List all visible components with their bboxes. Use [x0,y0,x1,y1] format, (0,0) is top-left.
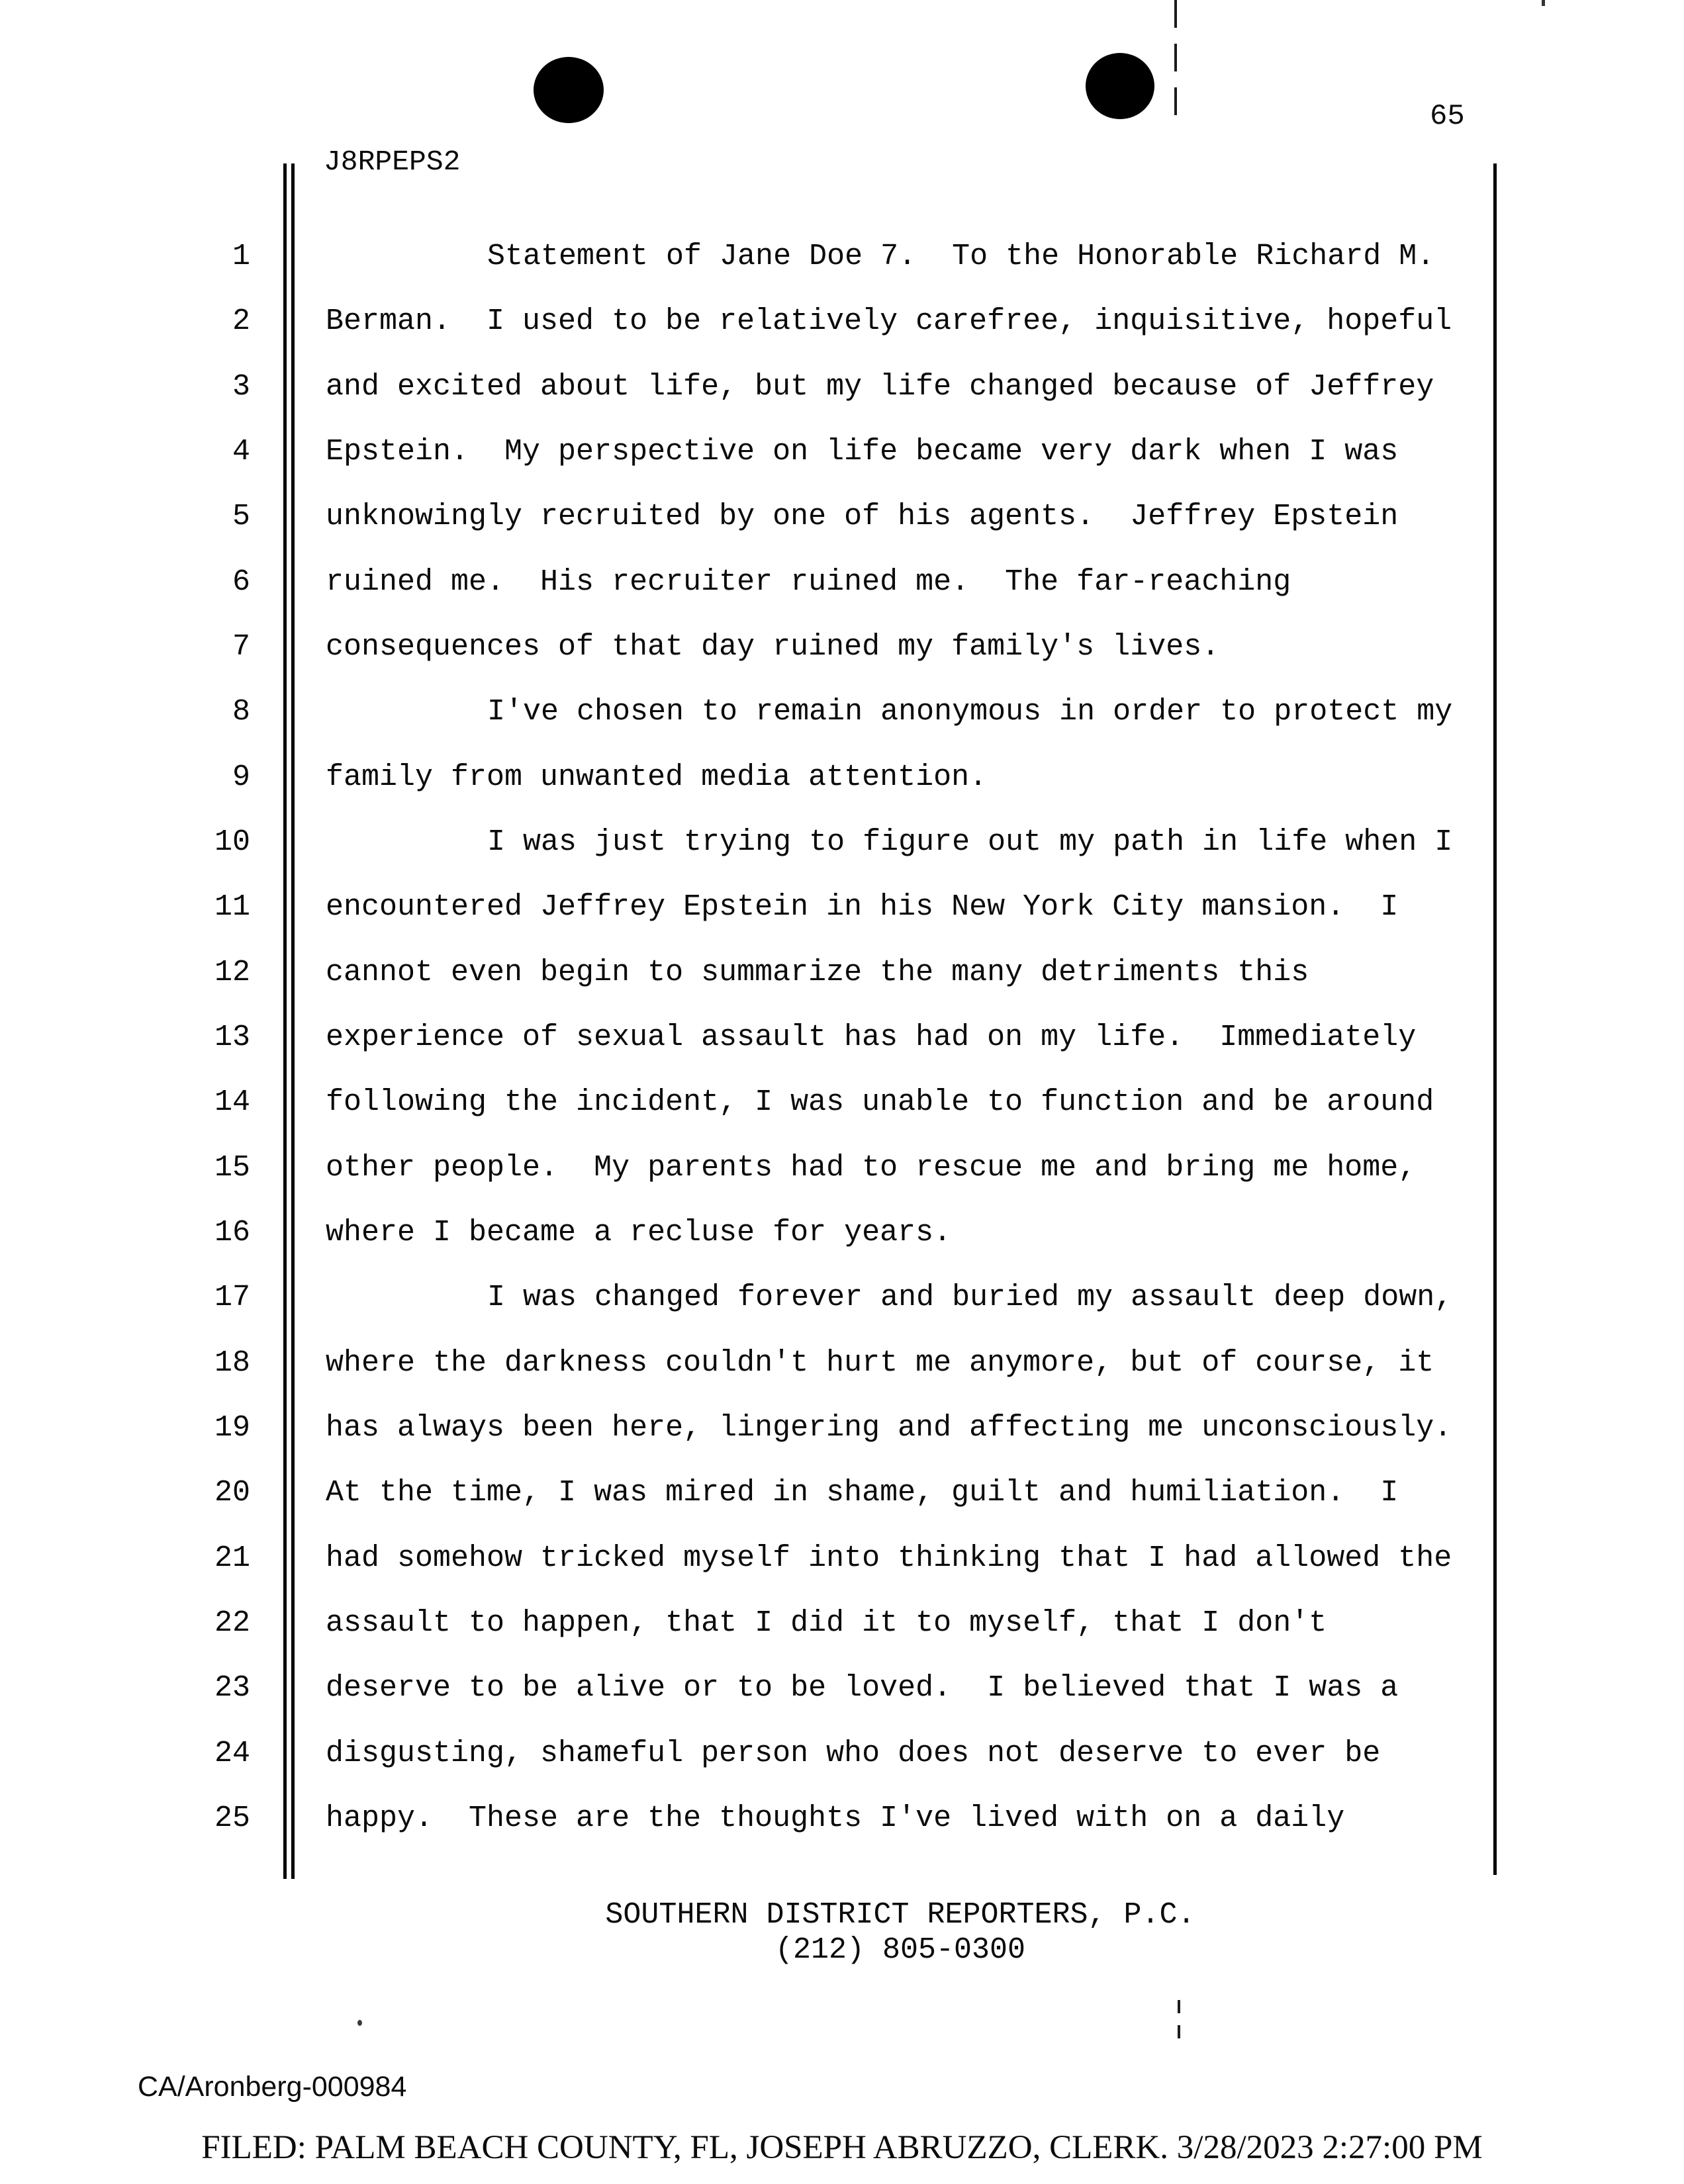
line-text: Statement of Jane Doe 7. To the Honorable Richard M. [487,240,1435,273]
scan-artifact-dash-bottom [1178,2000,1180,2048]
line-text: assault to happen, that I did it to myself, that I don't [326,1606,1327,1640]
line-text: I've chosen to remain anonymous in order to protect my [487,695,1453,729]
line-text: deserve to be alive or to be loved. I believed that I was a [326,1671,1399,1706]
bates-number-label: CA/Aronberg-000984 [138,2071,407,2103]
transcript-line [0,1215,1684,1283]
transcript-line [0,955,1684,1023]
line-text: disgusting, shameful person who does not deserve to ever be [326,1736,1381,1770]
transcript-line [0,1087,1684,1152]
transcript-line [0,1608,1684,1673]
line-text: where I became a recluse for years. [326,1215,952,1250]
line-number: 6 [232,565,250,599]
scan-artifact-dot [357,2020,362,2026]
line-text: consequences of that day ruined my family's lives. [326,629,1220,664]
line-number: 20 [214,1476,250,1510]
line-text: had somehow tricked myself into thinking that I had allowed the [326,1541,1452,1575]
line-number: 25 [214,1801,250,1835]
transcript-line [0,1673,1684,1738]
line-text: At the time, I was mired in shame, guilt and humiliation. I [326,1476,1399,1510]
scan-artifact-speck [1542,0,1545,6]
line-number: 18 [214,1345,250,1380]
line-text: ruined me. His recruiter ruined me. The far-reaching [326,565,1291,599]
line-number: 23 [214,1671,250,1706]
line-number: 5 [232,500,250,534]
transcript-line [0,1283,1684,1347]
transcript-line [0,1478,1684,1543]
transcript-line [0,434,1684,502]
line-number: 2 [232,304,250,339]
transcript-line [0,629,1684,697]
transcript-line [0,369,1684,437]
line-text: family from unwanted media attention. [326,760,988,794]
transcript-line [0,1736,1684,1803]
line-text: following the incident, I was unable to function and be around [326,1085,1434,1120]
reporter-firm-name: SOUTHERN DISTRICT REPORTERS, P.C. [605,1898,1195,1932]
line-text: cannot even begin to summarize the many detriments this [326,955,1309,989]
line-number: 17 [214,1281,250,1315]
transcript-line [0,1345,1684,1413]
line-number: 8 [232,695,250,729]
line-number: 16 [214,1215,250,1250]
line-text: and excited about life, but my life changed because of Jeffrey [326,369,1434,404]
transcript-header-code: J8RPEPS2 [324,146,461,178]
line-number: 9 [232,760,250,794]
transcript-line [0,762,1684,827]
line-text: where the darkness couldn't hurt me anymore, but of course, it [326,1345,1434,1380]
transcript-line [0,1543,1684,1608]
line-number: 14 [214,1085,250,1120]
line-number: 15 [214,1150,250,1185]
line-number: 21 [214,1541,250,1575]
transcript-line [0,892,1684,957]
line-text: I was just trying to figure out my path in life when I [487,825,1453,859]
line-text: Berman. I used to be relatively carefree, inquisitive, hopeful [326,304,1452,339]
scan-artifact-dash-top [1174,0,1177,126]
page-number: 65 [1430,100,1465,133]
transcript-line [0,697,1684,762]
transcript-line [0,306,1684,371]
line-text: unknowingly recruited by one of his agents. Jeffrey Epstein [326,500,1399,534]
line-number: 3 [232,369,250,404]
line-text: I was changed forever and buried my assault deep down, [487,1281,1453,1315]
line-text: happy. These are the thoughts I've lived with on a daily [326,1801,1345,1835]
line-number: 7 [232,629,250,664]
transcript-line [0,1410,1684,1478]
line-number: 22 [214,1606,250,1640]
line-number: 4 [232,434,250,469]
reporter-phone: (212) 805-0300 [774,1933,1026,1967]
line-text: has always been here, lingering and affecting me unconsciously. [326,1410,1452,1445]
line-text: Epstein. My perspective on life became very dark when I was [326,434,1399,469]
line-text: encountered Jeffrey Epstein in his New York City mansion. I [326,890,1399,925]
line-text: experience of sexual assault has had on my life. Immediately [326,1020,1417,1054]
line-text: other people. My parents had to rescue me and bring me home, [326,1150,1417,1185]
line-number: 12 [214,955,250,989]
hole-punch-left-icon [534,57,604,123]
transcript-line [0,1803,1684,1868]
hole-punch-right-icon [1086,53,1154,119]
transcript-line [0,502,1684,567]
line-number: 10 [214,825,250,859]
transcript-line [0,827,1684,892]
line-number: 24 [214,1736,250,1770]
transcript-line [0,567,1684,632]
transcript-line [0,1020,1684,1087]
transcript-line [0,1150,1684,1218]
filed-stamp: FILED: PALM BEACH COUNTY, FL, JOSEPH ABRUZZO, CLERK. 3/28/2023 2:27:00 PM [201,2129,1483,2166]
transcript-line [0,242,1684,306]
line-number: 13 [214,1020,250,1054]
line-number: 1 [232,240,250,273]
line-number: 19 [214,1410,250,1445]
line-number: 11 [214,890,250,925]
